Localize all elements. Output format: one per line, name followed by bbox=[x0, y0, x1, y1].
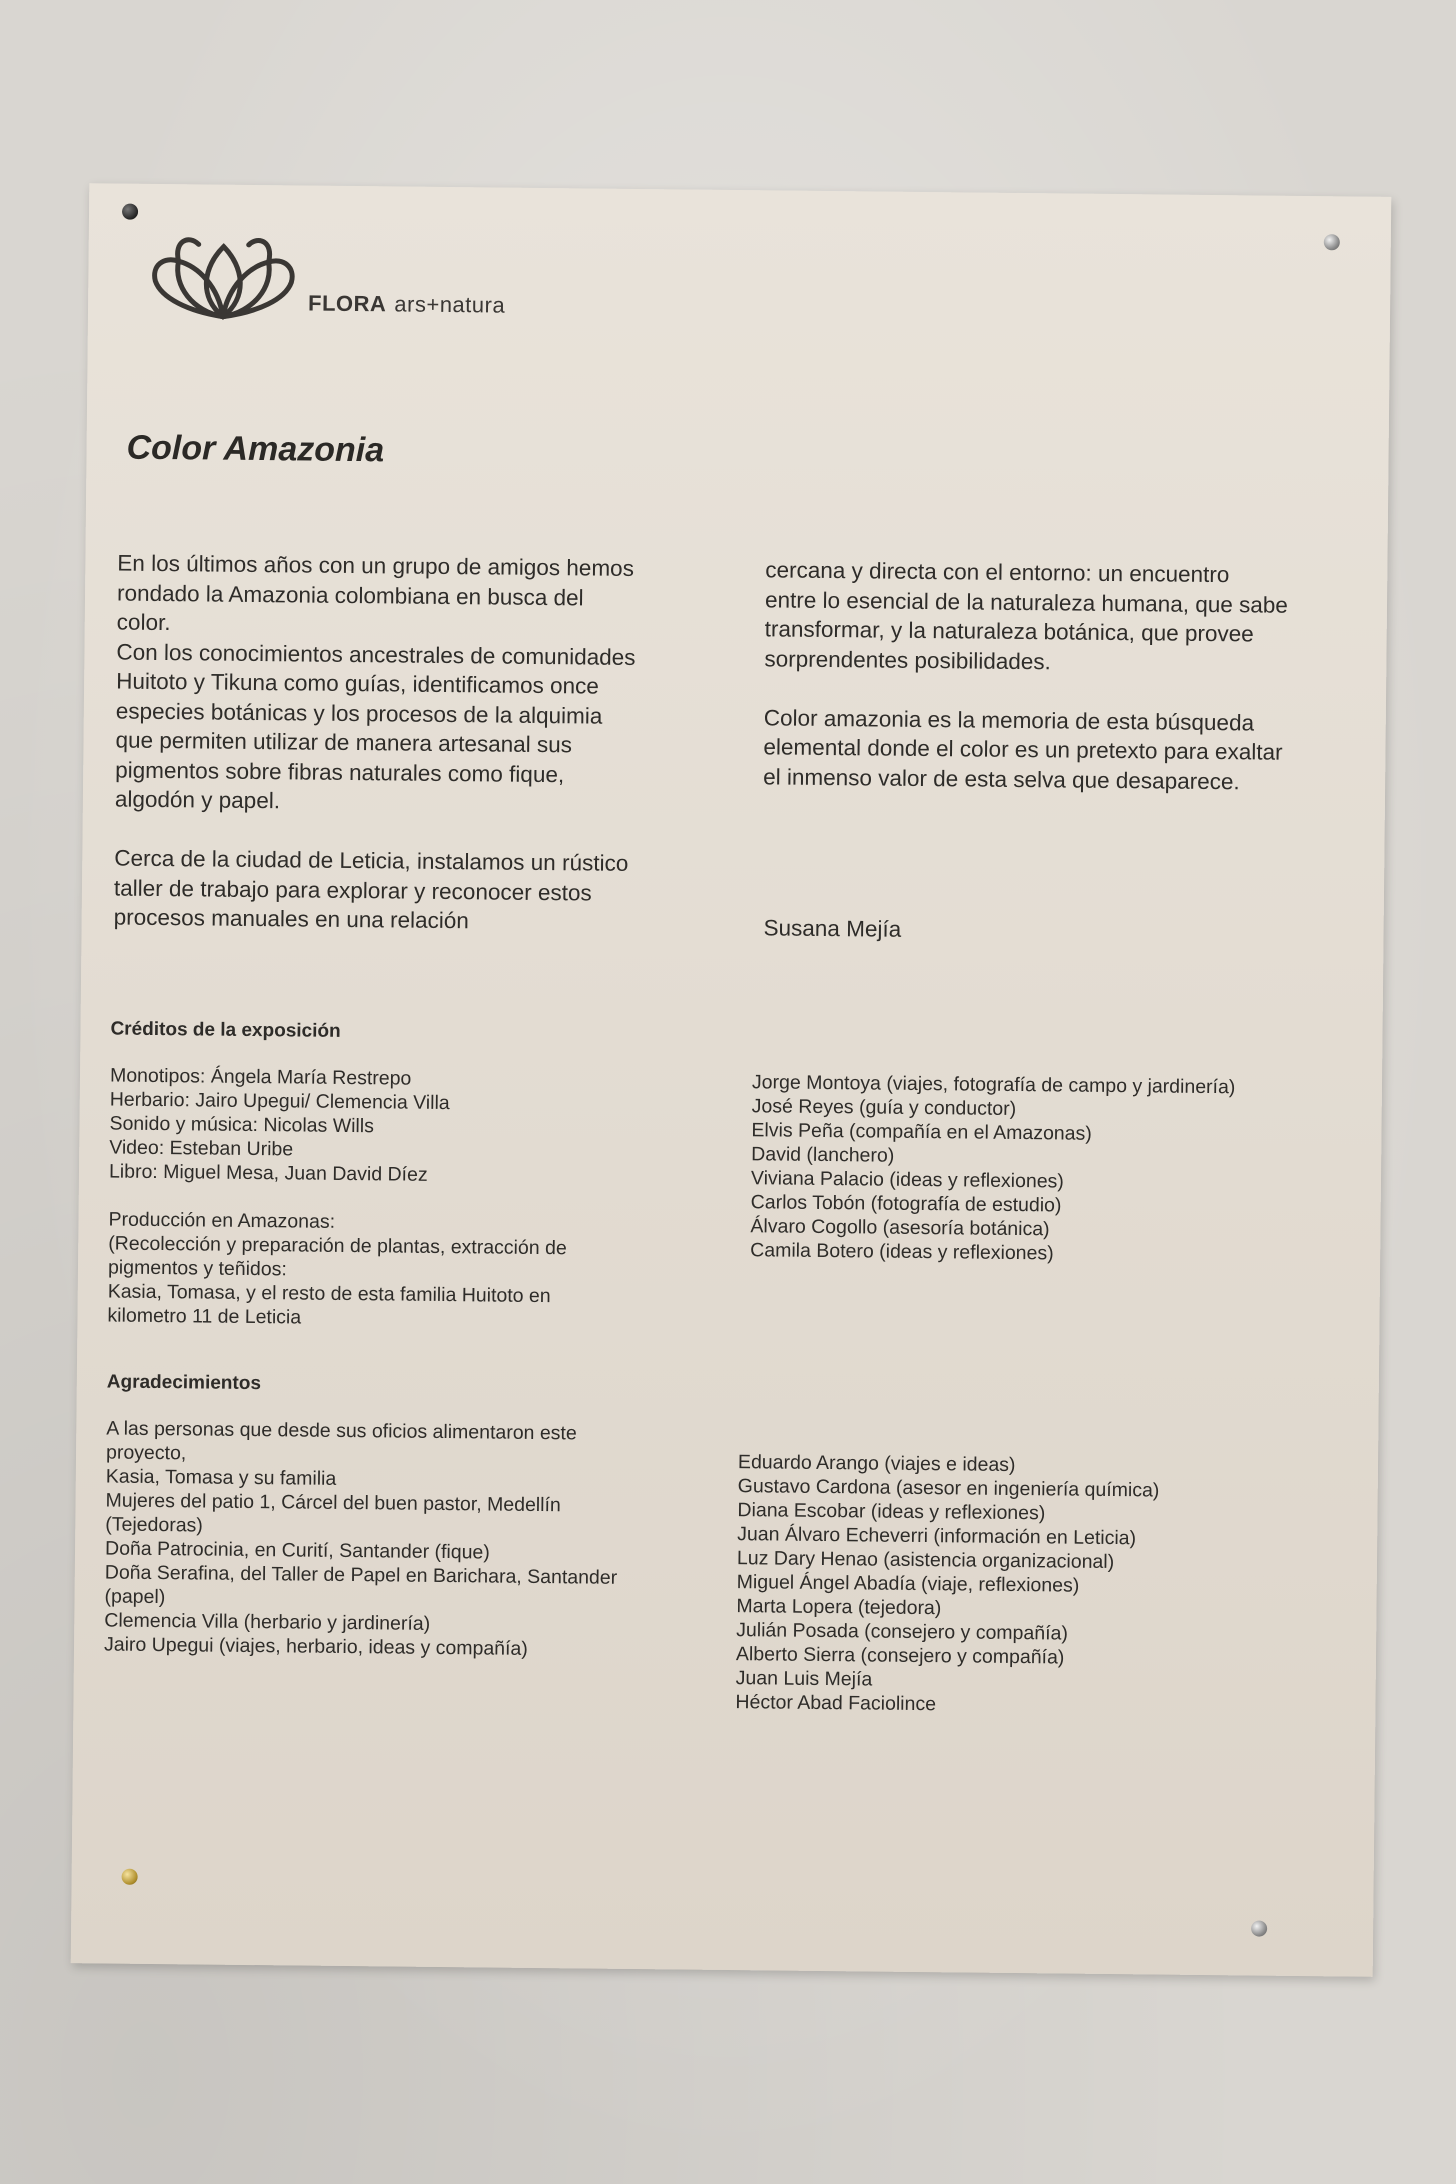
text-line: cercana y directa con el entorno: un encuentro bbox=[765, 557, 1230, 588]
text-line: Juan Luis Mejía bbox=[735, 1667, 873, 1691]
signature: Susana Mejía bbox=[763, 915, 902, 942]
text-line: Producción en Amazonas: bbox=[108, 1208, 336, 1233]
text-line: elemental donde el color es un pretexto para exaltar bbox=[763, 734, 1283, 765]
text-line: Miguel Ángel Abadía (viaje, reflexiones) bbox=[736, 1571, 1080, 1597]
pushpin-top-right bbox=[1324, 234, 1340, 250]
lotus-outline-icon bbox=[143, 226, 304, 328]
brand-wordmark: FLORA bbox=[307, 290, 387, 317]
text-line: Kasia, Tomasa y su familia bbox=[105, 1465, 337, 1490]
text-line: Elvis Peña (compañía en el Amazonas) bbox=[751, 1119, 1092, 1145]
text-line: Camila Botero (ideas y reflexiones) bbox=[750, 1239, 1054, 1265]
text-line: José Reyes (guía y conductor) bbox=[751, 1095, 1017, 1120]
text-line: entre lo esencial de la naturaleza humana, que sabe bbox=[764, 586, 1289, 618]
pushpin-bottom-right bbox=[1251, 1920, 1267, 1936]
text-line: Cerca de la ciudad de Leticia, instalamos un rústico bbox=[114, 845, 629, 876]
text-line: Juan Álvaro Echeverri (información en Leticia) bbox=[737, 1523, 1137, 1550]
text-line: Huitoto y Tikuna como guías, identificamos once bbox=[116, 668, 600, 699]
text-line: el inmenso valor de esta selva que desaparece. bbox=[763, 763, 1240, 794]
text-line: taller de trabajo para explorar y reconocer estos bbox=[113, 875, 592, 906]
text-line: transformar, y la naturaleza botánica, que provee bbox=[764, 616, 1254, 647]
credits-list-right bbox=[750, 1070, 1372, 1268]
text-line: (Tejedoras) bbox=[105, 1513, 203, 1537]
text-line: Marta Lopera (tejedora) bbox=[736, 1595, 942, 1620]
text-line: procesos manuales en una relación bbox=[113, 904, 470, 934]
page-title: Color Amazonia bbox=[126, 428, 385, 470]
text-line: Eduardo Arango (viajes e ideas) bbox=[737, 1451, 1016, 1476]
intro-text-left bbox=[114, 549, 718, 939]
brand-name bbox=[308, 291, 505, 319]
text-line: Video: Esteban Uribe bbox=[109, 1136, 294, 1161]
pushpin-bottom-left bbox=[122, 1869, 138, 1885]
thanks-list-left bbox=[104, 1416, 706, 1662]
text-line: especies botánicas y los procesos de la alquimia bbox=[115, 698, 603, 729]
text-line: que permiten utilizar de manera artesanal sus bbox=[115, 727, 573, 758]
text-line: En los últimos años con un grupo de amigos hemos bbox=[117, 550, 635, 581]
text-line: Julián Posada (consejero y compañía) bbox=[736, 1619, 1069, 1645]
text-line: Mujeres del patio 1, Cárcel del buen pastor, Medellín bbox=[105, 1489, 561, 1517]
text-line: Doña Serafina, del Taller de Papel en Barichara, Santander bbox=[104, 1561, 618, 1589]
intro-text-right bbox=[763, 555, 1365, 797]
brand-tagline: ars+natura bbox=[394, 291, 506, 318]
exhibition-poster bbox=[71, 183, 1392, 1977]
text-line: Luz Dary Henao (asistencia organizacional) bbox=[736, 1547, 1115, 1574]
credits-list-left bbox=[107, 1063, 670, 1333]
text-line: A las personas que desde sus oficios alimentaron este bbox=[106, 1417, 577, 1445]
text-line: Viviana Palacio (ideas y reflexiones) bbox=[750, 1167, 1064, 1193]
text-line: Herbario: Jairo Upegui/ Clemencia Villa bbox=[109, 1088, 450, 1115]
text-line: Héctor Abad Faciolince bbox=[735, 1691, 937, 1716]
text-line: Álvaro Cogollo (asesoría botánica) bbox=[750, 1215, 1050, 1241]
text-line: Gustavo Cardona (asesor en ingeniería química) bbox=[737, 1475, 1160, 1502]
text-line: rondado la Amazonia colombiana en busca del bbox=[116, 580, 584, 610]
text-line: algodón y papel. bbox=[114, 786, 281, 814]
text-line: Libro: Miguel Mesa, Juan David Díez bbox=[108, 1160, 428, 1186]
text-line: pigmentos sobre fibras naturales como fique, bbox=[115, 757, 565, 787]
text-line: David (lanchero) bbox=[751, 1143, 895, 1167]
text-line: Jorge Montoya (viajes, fotografía de campo y jardinería) bbox=[751, 1071, 1236, 1099]
text-line: proyecto, bbox=[105, 1441, 187, 1465]
text-line: (papel) bbox=[104, 1585, 166, 1609]
text-line: (Recolección y preparación de plantas, extracción de bbox=[108, 1232, 567, 1260]
text-line: pigmentos y teñidos: bbox=[107, 1256, 287, 1281]
pushpin-top-left bbox=[122, 204, 138, 220]
text-line: Carlos Tobón (fotografía de estudio) bbox=[750, 1191, 1062, 1217]
text-line: Monotipos: Ángela María Restrepo bbox=[109, 1064, 412, 1090]
thanks-heading: Agradecimientos bbox=[106, 1371, 262, 1395]
text-line: kilometro 11 de Leticia bbox=[107, 1304, 302, 1329]
text-line: Con los conocimientos ancestrales de comunidades bbox=[116, 639, 636, 670]
credits-heading: Créditos de la exposición bbox=[110, 1018, 341, 1042]
text-line: Kasia, Tomasa, y el resto de esta familia Huitoto en bbox=[107, 1280, 551, 1308]
text-line: color. bbox=[116, 609, 171, 636]
text-line: Color amazonia es la memoria de esta búsqueda bbox=[763, 704, 1255, 735]
text-line: Clemencia Villa (herbario y jardinería) bbox=[104, 1609, 431, 1635]
text-line: Doña Patrocinia, en Curití, Santander (fique) bbox=[104, 1537, 490, 1564]
text-line: Jairo Upegui (viajes, herbario, ideas y compañía) bbox=[103, 1633, 528, 1660]
text-line: Sonido y música: Nicolas Wills bbox=[109, 1112, 375, 1138]
text-line: sorprendentes posibilidades. bbox=[764, 645, 1051, 674]
thanks-list-right bbox=[735, 1450, 1358, 1720]
text-line: Alberto Sierra (consejero y compañía) bbox=[735, 1643, 1065, 1669]
text-line: Diana Escobar (ideas y reflexiones) bbox=[737, 1499, 1046, 1525]
